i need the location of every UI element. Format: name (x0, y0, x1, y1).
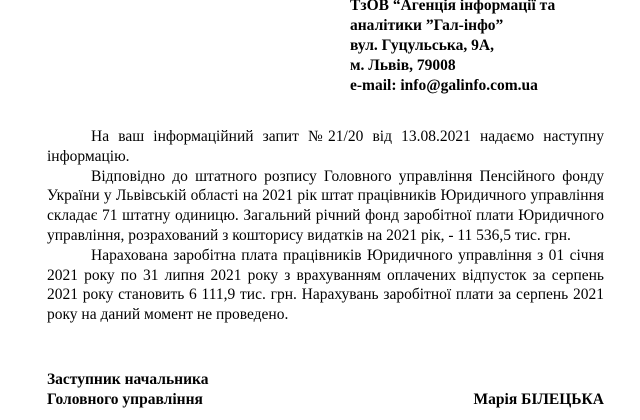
addressee-organization-cont: аналітики ”Гал-інфо” (350, 17, 504, 34)
letter-body (47, 127, 604, 325)
body-paragraph-2: Відповідно до штатного розпису Головного управління Пенсійного фонду України у Львівській області на 2021 рік штат працівників Юридичного управління складає 71 штатну одиницю. Загальний річний фонд заробітної плати Юридичного управління, розрахований з кошторису видатків на 2021 рік, - 11 536,5 тис. грн. (47, 167, 604, 244)
addressee-city: м. Львів, 79008 (350, 57, 456, 74)
addressee-email: e-mail: info@galinfo.com.ua (350, 77, 538, 94)
addressee-street: вул. Гуцульська, 9А, (350, 37, 494, 54)
addressee-block (350, 0, 630, 96)
signature-row-2 (47, 390, 604, 410)
body-paragraph-1: На ваш інформаційний запит №21/20 від 13.08.2021 надаємо наступну інформацію. (47, 128, 604, 165)
signature-block (47, 370, 604, 410)
body-paragraph-3: Нарахована заробітна плата працівників Юридичного управління з 01 січня 2021 року по 31 липня 2021 року з врахуванням оплачених відпусток за серпень 2021 року становить 6 111,9 тис. грн. Нарахувань заробітної плати за серпень 2021 року на даний момент не проведено. (47, 246, 604, 324)
signature-row-1 (47, 370, 604, 390)
signatory-title-line-2: Головного управління (47, 391, 203, 408)
signatory-name: Марія БІЛЕЦЬКА (473, 391, 604, 408)
addressee-organization: ТзОВ “Агенція інформації та (350, 0, 556, 14)
signatory-title-line-1: Заступник начальника (47, 371, 209, 388)
